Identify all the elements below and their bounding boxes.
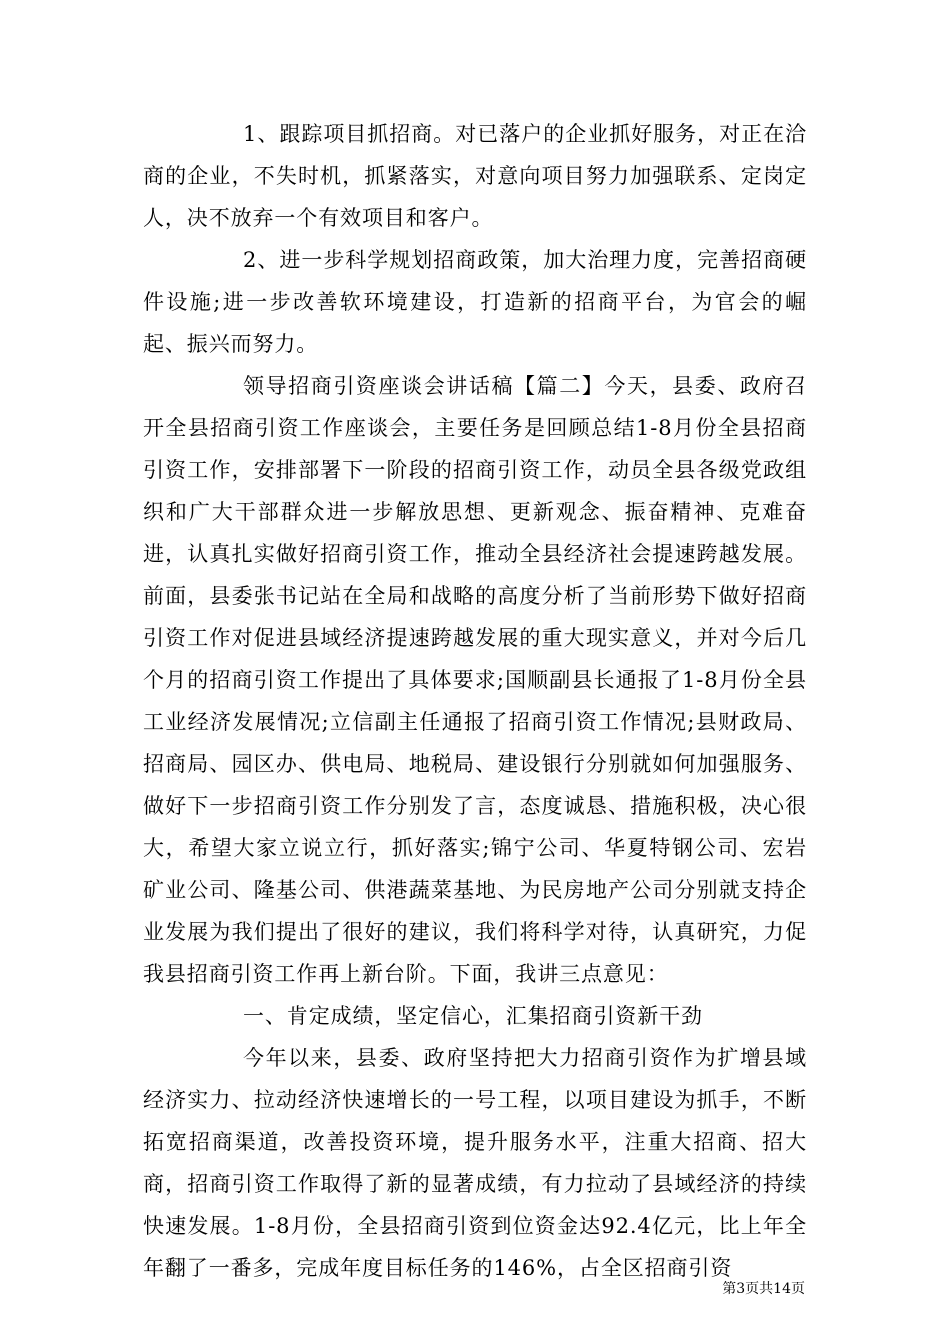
paragraph-4: 今年以来，县委、政府坚持把大力招商引资作为扩增县域经济实力、拉动经济快速增长的一号工程，以项目建设为抓手，不断拓宽招商渠道，改善投资环境，提升服务水平，注重大招商、招大商，招商引资工作取得了新的显著成绩，有力拉动了县域经济的持续快速发展。1-8月份，全县招商引资到位资金达92.4亿元，比上年全年翻了一番多，完成年度目标任务的146%，占全区招商引资 xyxy=(143,1046,807,1280)
paragraph-1: 1、跟踪项目抓招商。对已落户的企业抓好服务，对正在洽商的企业，不失时机，抓紧落实，对意向项目努力加强联系、定岗定人，决不放弃一个有效项目和客户。 xyxy=(143,122,807,230)
document-body xyxy=(143,113,807,1289)
page-number: 第3页共14页 xyxy=(722,1281,805,1297)
paragraph-3: 领导招商引资座谈会讲话稿【篇二】今天，县委、政府召开全县招商引资工作座谈会，主要任务是回顾总结1-8月份全县招商引资工作，安排部署下一阶段的招商引资工作，动员全县各级党政组织和广大干部群众进一步解放思想、更新观念、振奋精神、克难奋进，认真扎实做好招商引资工作，推动全县经济社会提速跨越发展。前面，县委张书记站在全局和战略的高度分析了当前形势下做好招商引资工作对促进县域经济提速跨越发展的重大现实意义，并对今后几个月的招商引资工作提出了具体要求;国顺副县长通报了1-8月份全县工业经济发展情况;立信副主任通报了招商引资工作情况;县财政局、招商局、园区办、供电局、地税局、建设银行分别就如何加强服务、做好下一步招商引资工作分别发了言，态度诚恳、措施积极，决心很大，希望大家立说立行，抓好落实;锦宁公司、华夏特钢公司、宏岩矿业公司、隆基公司、供港蔬菜基地、为民房地产公司分别就支持企业发展为我们提出了很好的建议，我们将科学对待，认真研究，力促我县招商引资工作再上新台阶。下面，我讲三点意见： xyxy=(143,374,807,986)
section-heading: 一、肯定成绩，坚定信心，汇集招商引资新干劲 xyxy=(243,1004,703,1028)
paragraph-2: 2、进一步科学规划招商政策，加大治理力度，完善招商硬件设施;进一步改善软环境建设，打造新的招商平台，为官会的崛起、振兴而努力。 xyxy=(143,248,807,356)
